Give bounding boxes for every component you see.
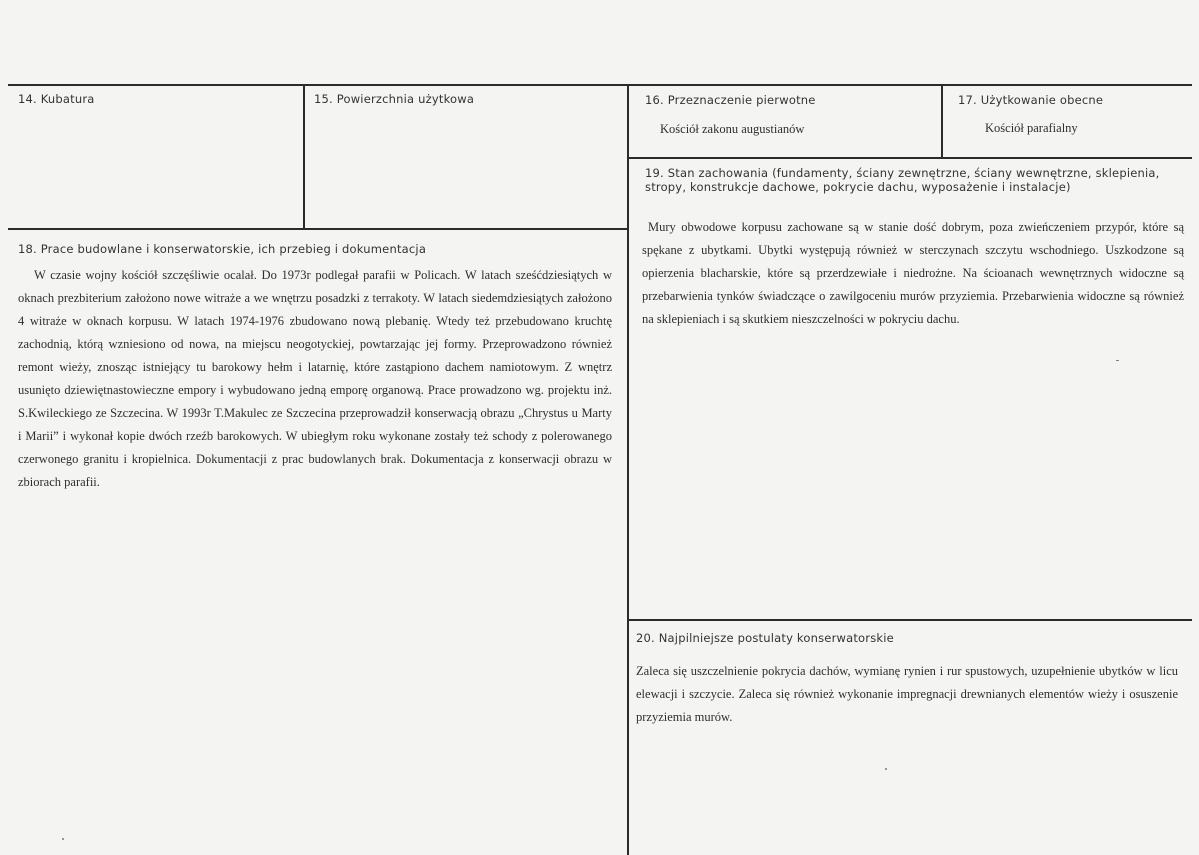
field-17-label: 17. Użytkowanie obecne [958, 93, 1104, 107]
rule-under-14-15 [8, 228, 628, 230]
scan-speck [885, 768, 887, 770]
field-17-value: Kościół parafialny [985, 121, 1078, 135]
divider-16-17 [941, 84, 943, 157]
field-19-label: 19. Stan zachowania (fundamenty, ściany zewnętrzne, ściany wewnętrzne, sklepienia, stropy, konstrukcje dachowe, pokrycie dachu, wyposażenie i instalacje) [645, 166, 1160, 194]
field-14-label: 14. Kubatura [18, 92, 95, 106]
rule-above-20 [627, 619, 1192, 621]
divider-14-15 [303, 84, 305, 229]
field-19-text: Mury obwodowe korpusu zachowane są w stanie dość dobrym, poza zwieńczeniem przypór, które są spękane z ubytkami. Ubytki występują również w sterczynach szczytu wschodniego. Uszkodzone są opierzenia blacharskie, które są przerdzewiałe i niedrożne. Na ścioanach wewnętrznych widoczne są przebarwienia tynków świadczące o zawilgoceniu murów przyziemia. Przebarwienia widoczne są również na sklepieniach i są skutkiem nieszczelności w pokryciu dachu. [642, 220, 1184, 326]
rule-under-16-17 [627, 157, 1192, 159]
center-divider [627, 84, 629, 855]
scan-speck [62, 838, 64, 840]
field-16-value: Kościół zakonu augustianów [660, 122, 805, 136]
field-20-label: 20. Najpilniejsze postulaty konserwatorskie [636, 631, 894, 645]
field-18-text: W czasie wojny kościół szczęśliwie ocalał. Do 1973r podlegał parafii w Policach. W latach sześćdziesiątych w oknach prezbiterium założono nowe witraże a we wnętrzu posadzki z terrakoty. W latach siedemdziesiątych założono 4 witraże w oknach korpusu. W latach 1974-1976 zbudowano nową plebanię. Wtedy też przebudowano kruchtę zachodnią, którą wzniesiono od nowa, na miejscu neogotyckiej, powtarzając jej formy. Przeprowadzono również remont wieży, znosząc istniejący tu barokowy hełm i latarnię, które zastąpiono dachem namiotowym. Z wnętrz usunięto dziewiętnastowieczne empory i wybudowano jedną emporę organową. Prace prowadzono wg. projektu inż. S.Kwileckiego ze Szczecina. W 1993r T.Makulec ze Szczecina przeprowadził konserwacją obrazu „Chrystus u Marty i Marii” i wykonał kopie dwóch rzeźb barokowych. W ubiegłym roku wykonane zostały też schody z polerowanego czerwonego granitu i kropielnica. Dokumentacji z prac budowlanych brak. Dokumentacja z konserwacji obrazu w zbiorach parafii. [18, 268, 612, 489]
field-18-label: 18. Prace budowlane i konserwatorskie, ich przebieg i dokumentacja [18, 242, 427, 256]
field-15-label: 15. Powierzchnia użytkowa [314, 92, 475, 106]
field-16-label: 16. Przeznaczenie pierwotne [645, 93, 816, 107]
top-rule [8, 84, 1192, 86]
field-20-text: Zaleca się uszczelnienie pokrycia dachów, wymianę rynien i rur spustowych, uzupełnienie ubytków w licu elewacji i szczycie. Zaleca się również wykonanie impregnacji drewnianych elementów wieży i osuszenie przyziemia murów. [636, 664, 1178, 724]
scan-speck [1116, 360, 1119, 361]
